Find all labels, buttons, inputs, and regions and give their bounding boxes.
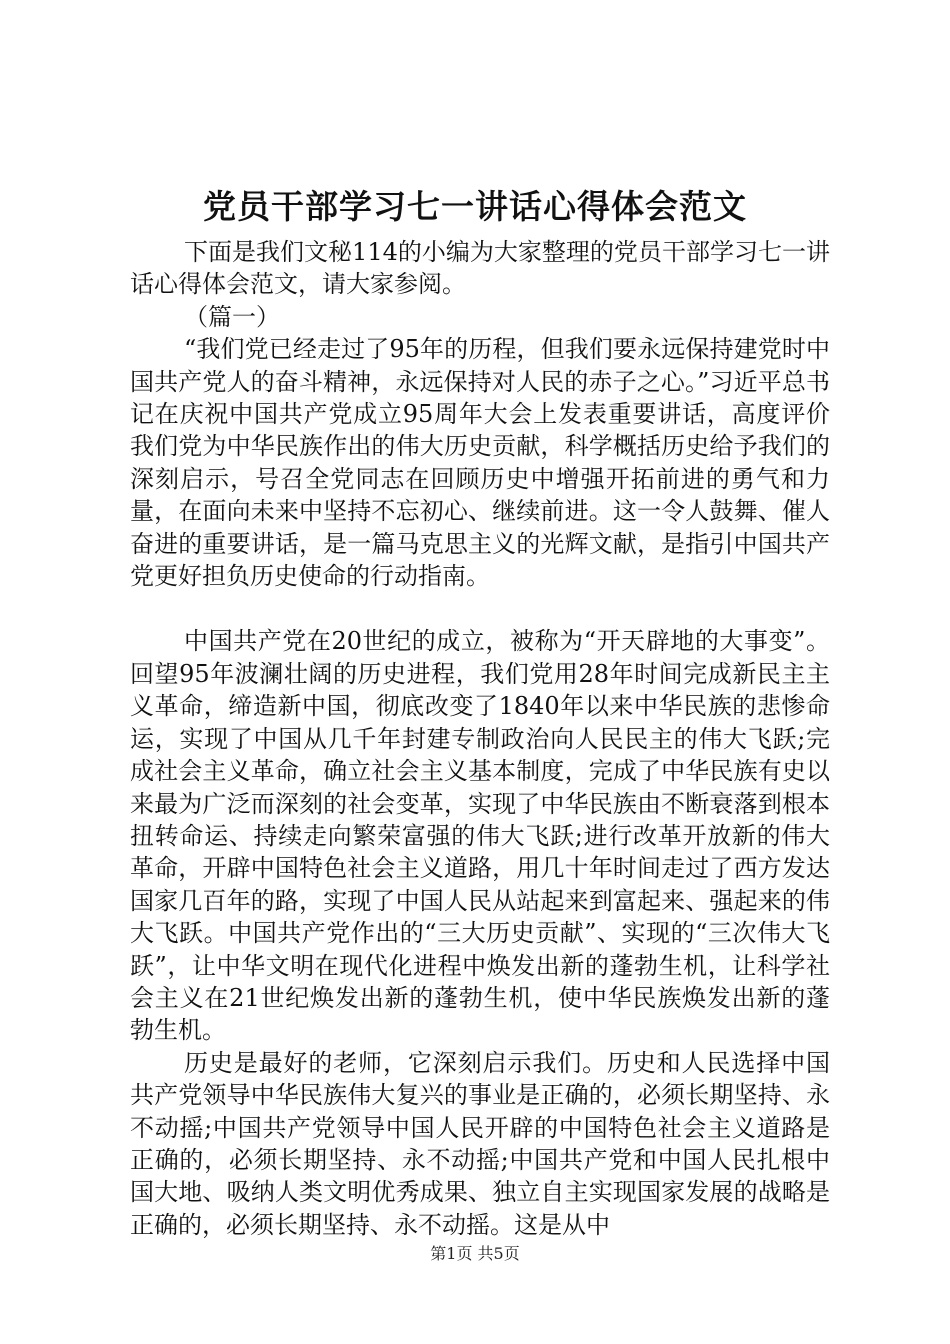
document-body (130, 236, 830, 1241)
section-label: （篇一） (184, 302, 280, 331)
body-paragraph-1: “我们党已经走过了95年的历程，但我们要永远保持建党时中国共产党人的奋斗精神，永远保持对人民的赤子之心。”习近平总书记在庆祝中国共产党成立95周年大会上发表重要讲话，高度评价我们党为中华民族作出的伟大历史贡献，科学概括历史给予我们的深刻启示，号召全党同志在回顾历史中增强开拓前进的勇气和力量，在面向未来中坚持不忘初心、继续前进。这一令人鼓舞、催人奋进的重要讲话，是一篇马克思主义的光辉文献，是指引中国共产党更好担负历史使命的行动指南。 (130, 335, 830, 591)
body-paragraph-3: 历史是最好的老师，它深刻启示我们。历史和人民选择中国共产党领导中华民族伟大复兴的事业是正确的，必须长期坚持、永不动摇;中国共产党领导中国人民开辟的中国特色社会主义道路是正确的，必须长期坚持、永不动摇;中国共产党和中国人民扎根中国大地、吸纳人类文明优秀成果、独立自主实现国家发展的战略是正确的，必须长期坚持、永不动摇。这是从中 (130, 1048, 830, 1239)
document-title: 党员干部学习七一讲话心得体会范文 (203, 187, 747, 226)
intro-paragraph: 下面是我们文秘114的小编为大家整理的党员干部学习七一讲话心得体会范文，请大家参阅。 (130, 238, 830, 299)
page-footer: 第1页 共5页 (430, 1244, 520, 1263)
body-paragraph-2: 中国共产党在20世纪的成立，被称为“开天辟地的大事变”。回望95年波澜壮阔的历史进程，我们党用28年时间完成新民主主义革命，缔造新中国，彻底改变了1840年以来中华民族的悲惨命运，实现了中国从几千年封建专制政治向人民民主的伟大飞跃;完成社会主义革命，确立社会主义基本制度，完成了中华民族有史以来最为广泛而深刻的社会变革，实现了中华民族由不断衰落到根本扭转命运、持续走向繁荣富强的伟大飞跃;进行改革开放新的伟大革命，开辟中国特色社会主义道路，用几十年时间走过了西方发达国家几百年的路，实现了中国人民从站起来到富起来、强起来的伟大飞跃。中国共产党作出的“三大历史贡献”、实现的“三次伟大飞跃”，让中华文明在现代化进程中焕发出新的蓬勃生机，让科学社会主义在21世纪焕发出新的蓬勃生机，使中华民族焕发出新的蓬勃生机。 (130, 627, 830, 1045)
